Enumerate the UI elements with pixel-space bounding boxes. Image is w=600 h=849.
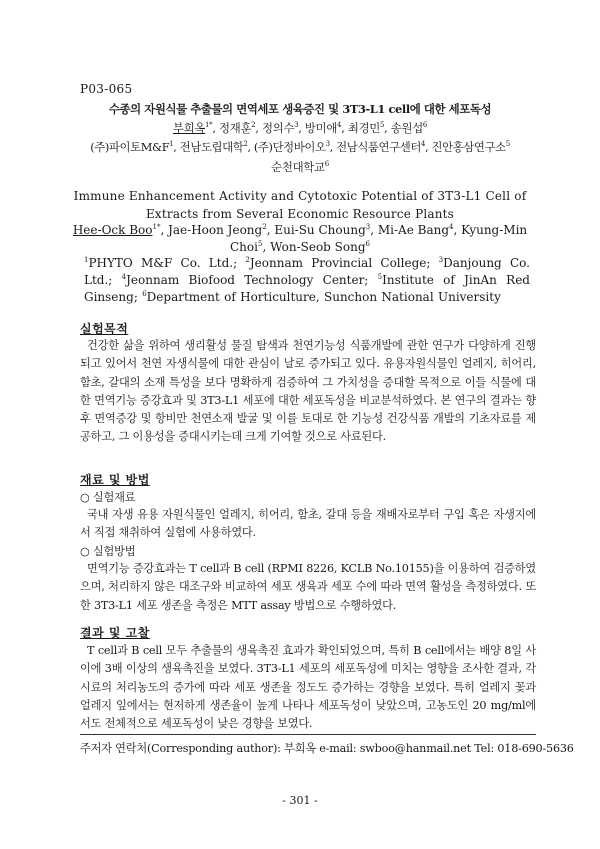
author-name: 진안홍삼연구소 <box>431 140 506 154</box>
author-name: (주)단정바이오 <box>253 140 326 154</box>
author-name: 정재훈 <box>219 121 252 135</box>
author-name: 정의수 <box>261 121 295 135</box>
author-sup: 4 <box>337 121 342 129</box>
author-sup: 1* <box>152 223 161 231</box>
purpose-paragraph: 건강한 삶을 위하여 생리활성 물질 탐색과 천연기능성 식품개발에 관한 연구가 다양하게 진행되고 있어서 천연 자생식물에 대한 관심이 날로 증가되고 있다. 유용자원식물인 얼레지, 히어리, 함초, 갈대의 소재 특성을 보다 명확하게 검증하여 그 가치성을 증대할 목적으로 이들 식물에 대한 면역기능 증강효과 및 3T3-L1 세포에 대한 세포독성을 비교분석하였다. 본 연구의 결과는 향후 면역증강 및 항비만 천연소재 발굴 및 이를 토대로 한 기능성 건강식품 개발의 기초자료를 제공하고, 그 이용성을 증대시키는데 크게 기여할 것으로 사료된다. <box>80 339 536 444</box>
english-authors: Hee-Ock Boo$^{1*}$, Jae-Hoon Jeong$^2$, Eui-Su Choung$^3$, Mi-Ae Bang$^4$, Kyung-Min Choi$^5$, Won-Seob Song$^6$ <box>72 223 528 254</box>
affiliation-name: Institute of JinAn Red Ginseng; <box>84 273 530 304</box>
author-sup: 1 <box>169 140 174 148</box>
english-affiliations <box>84 255 530 306</box>
author-sup: 2 <box>262 223 267 231</box>
korean-authors: 부희옥$^{1*}$, 정재훈$^2$, 정의수$^3$, 방미애$^4$, 최경민$^5$, 송원섭$^6$ <box>172 121 428 135</box>
affiliation-sup: 5 <box>377 273 383 281</box>
affiliation-sup: 6 <box>324 160 329 168</box>
affiliation-name: 순천대학교 <box>271 160 325 174</box>
author-name: (주)파이토M&F <box>90 140 170 154</box>
results-paragraph: T cell과 B cell 모두 추출물의 생육촉진 효과가 확인되었으며, 특히 B cell에서는 배양 8일 사이에 3배 이상의 생육촉진을 보였다. 3T3-L1 세포의 세포독성에 미치는 영향을 조사한 결과, 각 시료의 처리농도의 증가에 따라 세포 생존율 정도도 증가하는 경향을 보였다. 특히 얼레지 꽃과 얼레지 잎에서는 현저하게 생존율이 높게 나타나 세포독성이 낮았으며, 고농도인 20 mg/ml에서도 전체적으로 세포독성이 낮은 경향을 보였다. <box>80 644 536 731</box>
author-sup: 5 <box>257 240 263 248</box>
author-sup: 6 <box>365 240 370 248</box>
author-sup: 4 <box>449 223 454 231</box>
materials-paragraph: 국내 자생 유용 자원식물인 얼레지, 히어리, 함초, 갈대 등을 재배자로부터 구입 혹은 자생지에서 직접 채취하여 실험에 사용하였다. <box>80 508 536 540</box>
affiliation-sup: 1 <box>84 256 89 264</box>
korean-title: 수종의 자원식물 추출물의 면역세포 생육증진 및 3T3-L1 cell에 대한 세포독성 <box>108 102 492 116</box>
author-name: Mi-Ae Bang <box>377 223 450 237</box>
author-name: Jae-Hoon Jeong <box>168 223 263 237</box>
korean-affiliations: (주)파이토$M\&F^1$, 전남도립대학$^2$, (주)단정바이오$^3$, 전남식품연구센터$^4$, 진안홍삼연구소$^5$ <box>90 140 510 154</box>
affiliation-name: Jeonnam Biofood Technology Center; <box>126 273 369 287</box>
abstract-code: P03-065 <box>80 82 133 96</box>
affiliation-sup: 2 <box>245 256 250 264</box>
affiliation-sup: 3 <box>438 256 444 264</box>
author-sup: 2 <box>243 140 248 148</box>
author-name: 방미애 <box>304 121 338 135</box>
author-sup: 6 <box>422 121 428 129</box>
korean-affiliation-last <box>70 159 530 175</box>
author-name: Hee-Ock Boo <box>72 223 153 237</box>
author-sup: 5 <box>379 121 385 129</box>
section-heading-results: 결과 및 고찰 <box>80 626 150 640</box>
author-name: 부희옥 <box>172 121 206 135</box>
section-heading-methods: 재료 및 방법 <box>80 473 150 487</box>
affiliation-name: Danjoung Co. Ltd.; <box>84 256 530 287</box>
corresponding-author: 주저자 연락처(Corresponding author): 부희옥 e-mail: swboo@hanmail.net Tel: 018-690-5636 <box>80 742 574 755</box>
section-heading-purpose: 실험목적 <box>80 322 129 336</box>
author-sup: 3 <box>365 223 371 231</box>
materials-subheading: ○ 실험재료 <box>80 491 136 504</box>
footer-divider <box>80 734 536 735</box>
author-name: 송원섭 <box>390 121 423 135</box>
methods-subheading: ○ 실험방법 <box>80 545 136 558</box>
page-number: - 301 - <box>282 794 318 807</box>
author-sup: 1* <box>205 121 213 129</box>
affiliation-sup: 4 <box>121 273 127 281</box>
author-sup: 2 <box>251 121 256 129</box>
affiliation-name: PHYTO M&F Co. Ltd.; <box>88 256 238 270</box>
methods-paragraph: 면역기능 증강효과는 T cell과 B cell (RPMI 8226, KCLB No.10155)을 이용하여 검증하였으며, 처리하지 않은 대조구와 비교하여 세포 생육과 세포 수에 따라 면역 활성을 측정하였다. 또한 3T3-L1 세포 생존을 측정은 MTT assay 방법으로 수행하였다. <box>80 562 536 612</box>
author-name: Eui-Su Choung <box>274 223 366 237</box>
author-sup: 3 <box>294 121 299 129</box>
author-name: 전남식품연구센터 <box>336 140 421 154</box>
author-name: Kyung-Min Choi <box>230 223 528 254</box>
author-sup: 4 <box>420 140 426 148</box>
english-title-line1: Immune Enhancement Activity and Cytotoxic Potential of 3T3-L1 Cell of <box>73 189 527 203</box>
affiliation-name: Jeonnam Provincial College; <box>249 256 431 270</box>
author-name: Won-Seob Song <box>270 240 366 254</box>
english-title <box>70 187 530 223</box>
author-sup: 3 <box>325 140 330 148</box>
author-name: 전남도립대학 <box>179 140 244 154</box>
affiliation-sup: 6 <box>142 290 147 298</box>
english-title-line2: Extracts from Several Economic Resource Plants <box>145 207 455 221</box>
affiliation-name: Department of Horticulture, Sunchon National University <box>146 290 501 304</box>
author-sup: 5 <box>505 140 510 148</box>
author-name: 최경민 <box>347 121 380 135</box>
